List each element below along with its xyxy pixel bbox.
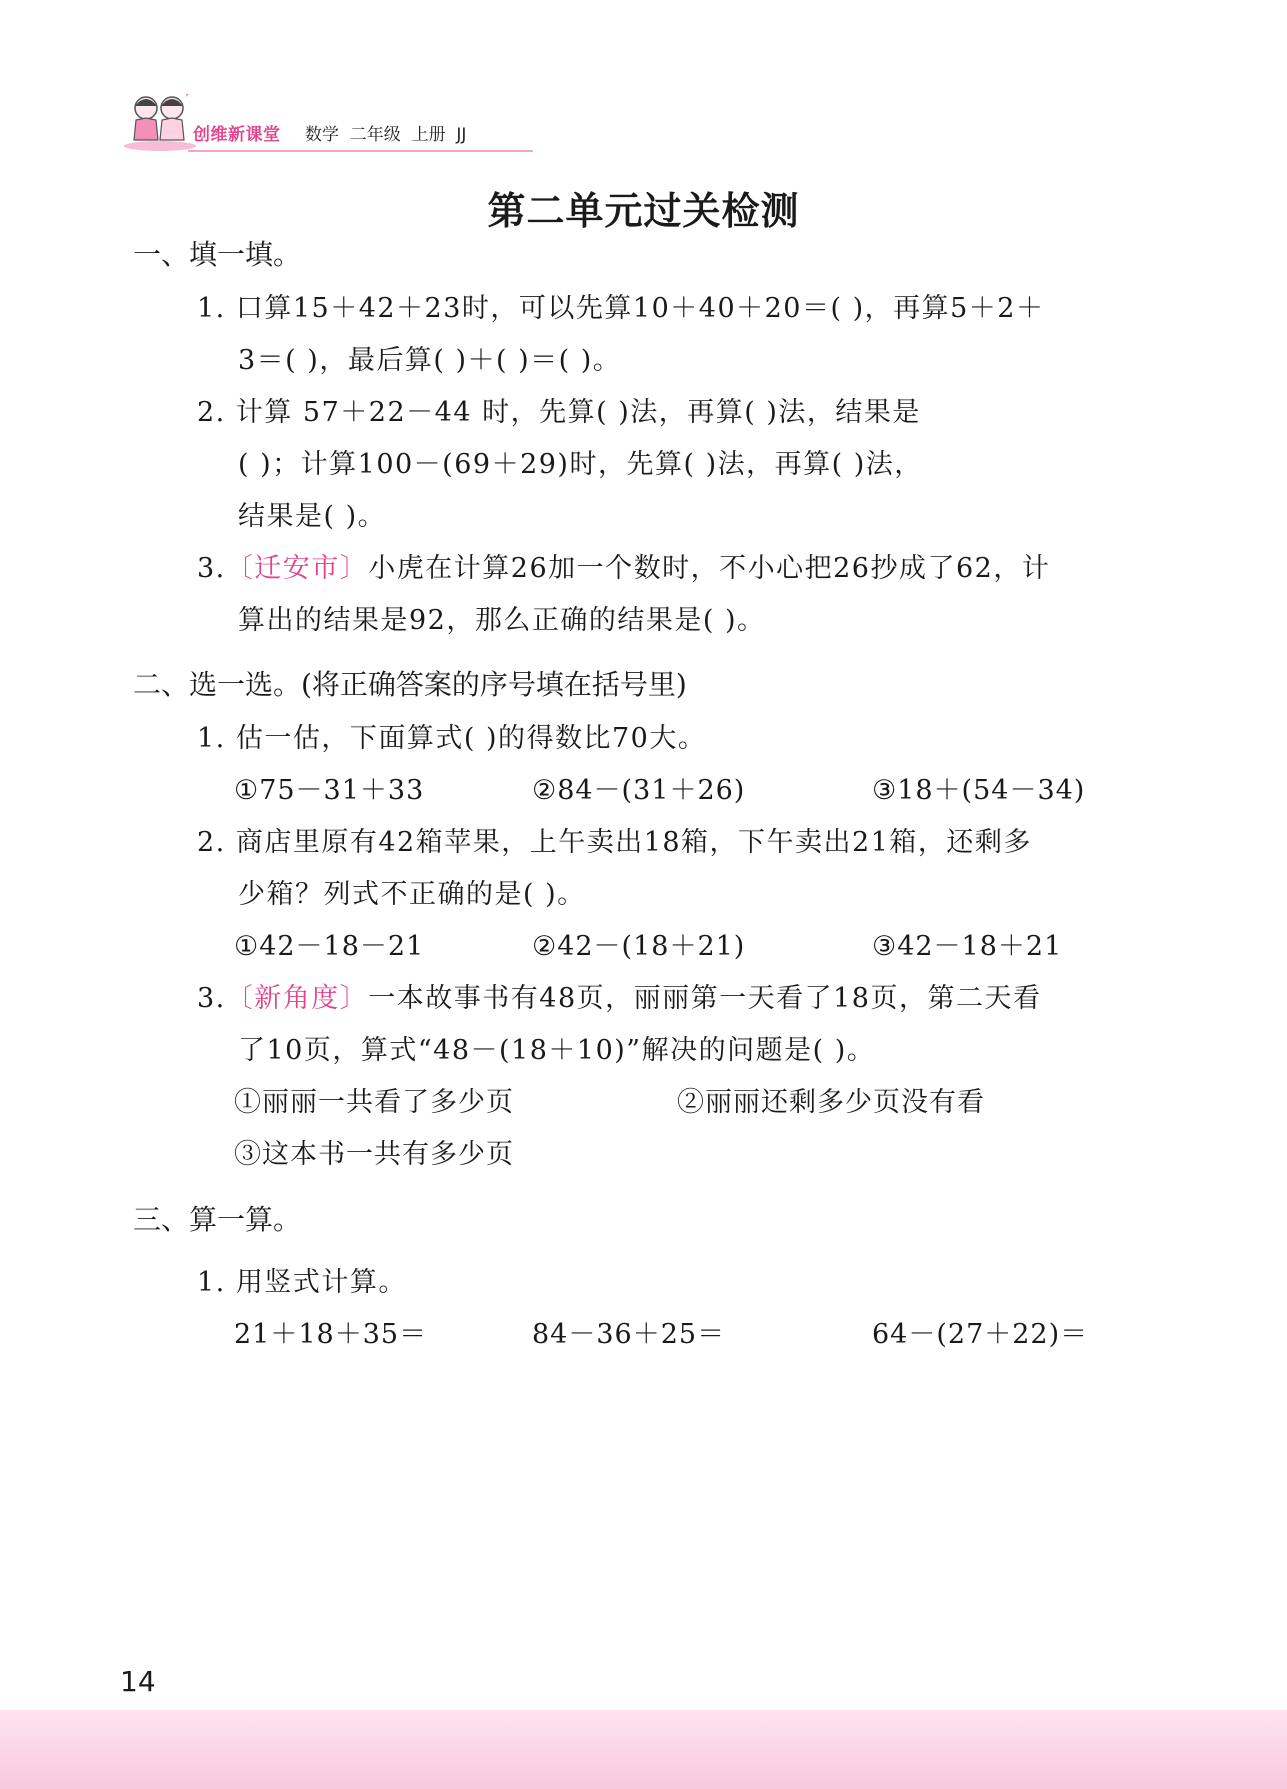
s2-q1-line1: 1. 估一估，下面算式( )的得数比70大。 <box>197 723 707 754</box>
s3-q1-line1: 1. 用竖式计算。 <box>197 1267 407 1298</box>
section-3-heading: 三、算一算。 <box>133 1203 302 1236</box>
s2-q2-option-3: ③42－18＋21 <box>872 931 1063 962</box>
section-2-heading: 二、选一选。(将正确答案的序号填在括号里) <box>133 668 687 701</box>
s2-q1-option-3: ③18＋(54－34) <box>872 775 1086 806</box>
s2-q3-line2: 了10页，算式“48－(18＋10)”解决的问题是( )。 <box>238 1035 876 1066</box>
page-header <box>120 82 540 154</box>
s2-q2-line1: 2. 商店里原有42箱苹果，上午卖出18箱，下午卖出21箱，还剩多 <box>197 827 1032 858</box>
s1-q2-line3: 结果是( )。 <box>238 501 387 532</box>
s3-expression-1: 21＋18＋35＝ <box>234 1319 428 1350</box>
s1-q3-number: 3. <box>197 553 226 584</box>
page-title: 第二单元过关检测 <box>487 189 800 233</box>
s3-expression-2: 84－36＋25＝ <box>532 1319 726 1350</box>
footer-band <box>0 1710 1287 1789</box>
s2-q3-option-2: ②丽丽还剩多少页没有看 <box>677 1087 985 1118</box>
page-number: 14 <box>120 1665 156 1698</box>
s2-q2-line2: 少箱？列式不正确的是( )。 <box>238 879 586 910</box>
s2-q3-number: 3. <box>197 983 226 1014</box>
brand-name: 创维新课堂 <box>193 125 281 145</box>
s1-q2-line2: ( )；计算100－(69＋29)时，先算( )法，再算( )法， <box>238 449 923 480</box>
course-info: 数学 二年级 上册 JJ <box>305 125 467 145</box>
s1-q1-line1: 1. 口算15＋42＋23时，可以先算10＋40＋20＝( )，再算5＋2＋ <box>197 293 1045 324</box>
s2-q3-option-1: ①丽丽一共看了多少页 <box>234 1087 514 1118</box>
s2-q3-line1 <box>197 976 1041 1015</box>
s1-q2-line1: 2. 计算 57＋22－44 时，先算( )法，再算( )法，结果是 <box>197 397 921 428</box>
s2-q1-option-2: ②84－(31＋26) <box>532 775 746 806</box>
source-tag: 〔迁安市〕 <box>225 553 369 584</box>
s1-q3-line2: 算出的结果是92，那么正确的结果是( )。 <box>238 605 766 636</box>
kids-logo-icon <box>120 88 200 154</box>
s3-expression-3: 64－(27＋22)＝ <box>872 1319 1089 1350</box>
section-1-heading: 一、填一填。 <box>133 238 302 271</box>
s1-q1-line2: 3＝( )，最后算( )＋( )＝( )。 <box>238 345 622 376</box>
s1-q3-text: 小虎在计算26加一个数时，不小心把26抄成了62，计 <box>368 553 1051 584</box>
new-angle-tag: 〔新角度〕 <box>225 983 369 1014</box>
header-divider <box>188 150 533 152</box>
s2-q3-option-3: ③这本书一共有多少页 <box>234 1139 514 1170</box>
s2-q1-option-1: ①75－31＋33 <box>234 775 425 806</box>
s2-q3-text: 一本故事书有48页，丽丽第一天看了18页，第二天看 <box>368 983 1042 1014</box>
s2-q2-option-2: ②42－(18＋21) <box>532 931 746 962</box>
s1-q3-line1 <box>197 546 1050 585</box>
s2-q2-option-1: ①42－18－21 <box>234 931 425 962</box>
